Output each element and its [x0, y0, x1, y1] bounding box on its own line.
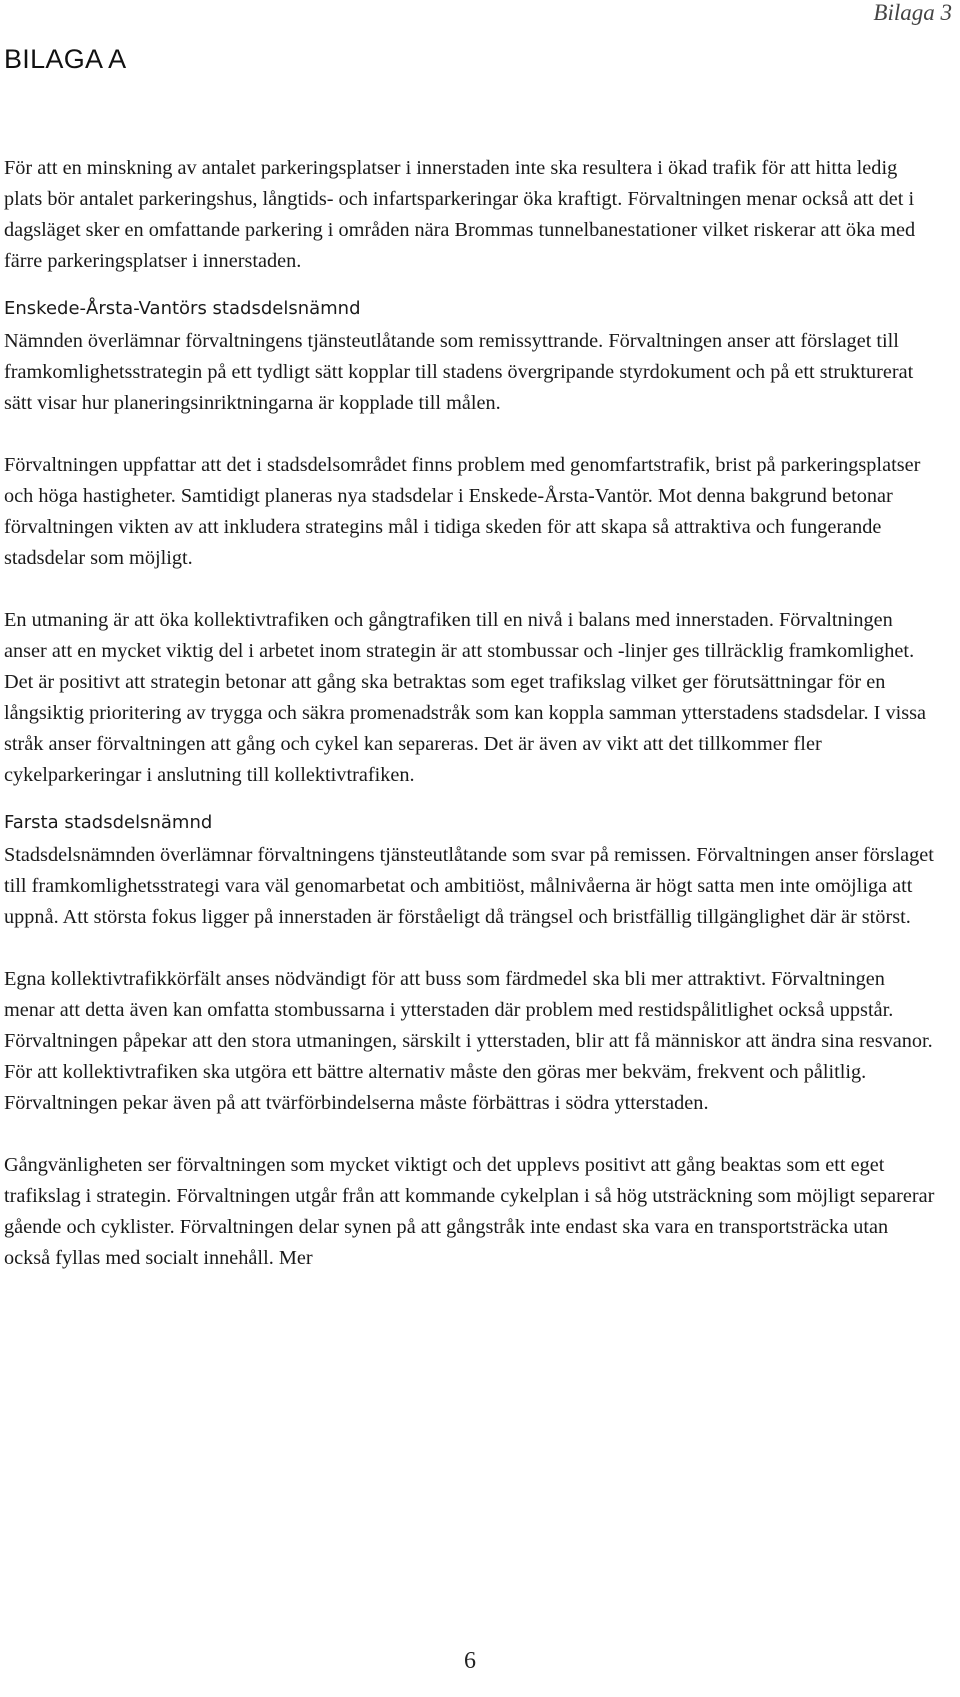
- farsta-paragraph-3: Gångvänligheten ser förvaltningen som mycket viktigt och det upplevs positivt att gång beaktas som ett eget trafikslag i strategin. Förvaltningen utgår från att kommande cykelplan i så hög utsträckning som möjligt separerar gående och cyklister. Förvaltningen delar synen på att gångstråk inte endast ska vara en transportsträcka utan också fyllas med socialt innehåll. Mer: [4, 1154, 935, 1269]
- section-heading-enskede: Enskede-Årsta-Vantörs stadsdelsnämnd: [4, 298, 361, 319]
- farsta-paragraph-1: Stadsdelsnämnden överlämnar förvaltningens tjänsteutlåtande som svar på remissen. Förvaltningen anser förslaget till framkomlighetsstrategi vara väl genomarbetat och ambitiöst, målnivåerna är högt satta men inte omöjliga att uppnå. Att största fokus ligger på innerstaden är förståeligt då trängsel och bristfällig tillgänglighet där är störst.: [4, 844, 934, 928]
- document-title: BILAGA A: [4, 44, 127, 74]
- page-number: 6: [464, 1648, 476, 1674]
- enskede-paragraph-1: Nämnden överlämnar förvaltningens tjänsteutlåtande som remissyttrande. Förvaltningen anser att förslaget till framkomlighetsstrategin på ett tydligt sätt kopplar till stadens övergripande styrdokument och på ett strukturerat sätt visar hur planeringsinriktningarna är kopplade till målen.: [4, 330, 914, 414]
- farsta-paragraph-2: Egna kollektivtrafikkörfält anses nödvändigt för att buss som färdmedel ska bli mer attraktivt. Förvaltningen menar att detta även kan omfatta stombussarna i ytterstaden där problem med restidspålitlighet också uppstår. Förvaltningen påpekar att den stora utmaningen, särskilt i ytterstaden, blir att få människor att ändra sina resvanor. För att kollektivtrafiken ska utgöra ett bättre alternativ måste den göras mer bekväm, frekvent och pålitlig. Förvaltningen pekar även på att tvärförbindelserna måste förbättras i södra ytterstaden.: [4, 968, 933, 1114]
- section-heading-farsta: Farsta stadsdelsnämnd: [4, 812, 213, 833]
- enskede-paragraph-2: Förvaltningen uppfattar att det i stadsdelsområdet finns problem med genomfartstrafik, brist på parkeringsplatser och höga hastigheter. Samtidigt planeras nya stadsdelar i Enskede-Årsta-Vantör. Mot denna bakgrund betonar förvaltningen vikten av att inkludera strategins mål i tidiga skeden för att skapa så attraktiva och fungerande stadsdelar som möjligt.: [4, 454, 921, 569]
- document-body: [4, 153, 939, 1274]
- running-header: Bilaga 3: [873, 0, 952, 25]
- enskede-paragraph-3: En utmaning är att öka kollektivtrafiken och gångtrafiken till en nivå i balans med innerstaden. Förvaltningen anser att en mycket viktig del i arbetet inom strategin är att stombussar och -linjer ges tillräcklig framkomlighet. Det är positivt att strategin betonar att gång ska betraktas som eget trafikslag vilket ger förutsättningar för en långsiktig prioritering av trygga och säkra promenadstråk som kan koppla samman ytterstadens stadsdelar. I vissa stråk anser förvaltningen att gång och cykel kan separeras. Det är även av vikt att det tillkommer fler cykelparkeringar i anslutning till kollektivtrafiken.: [4, 609, 927, 786]
- intro-paragraph: För att en minskning av antalet parkeringsplatser i innerstaden inte ska resultera i ökad trafik för att hitta ledig plats bör antalet parkeringshus, långtids- och infartsparkeringar öka kraftigt. Förvaltningen menar också att det i dagsläget sker en omfattande parkering i områden nära Brommas tunnelbanestationer vilket riskerar att öka med färre parkeringsplatser i innerstaden.: [4, 157, 916, 272]
